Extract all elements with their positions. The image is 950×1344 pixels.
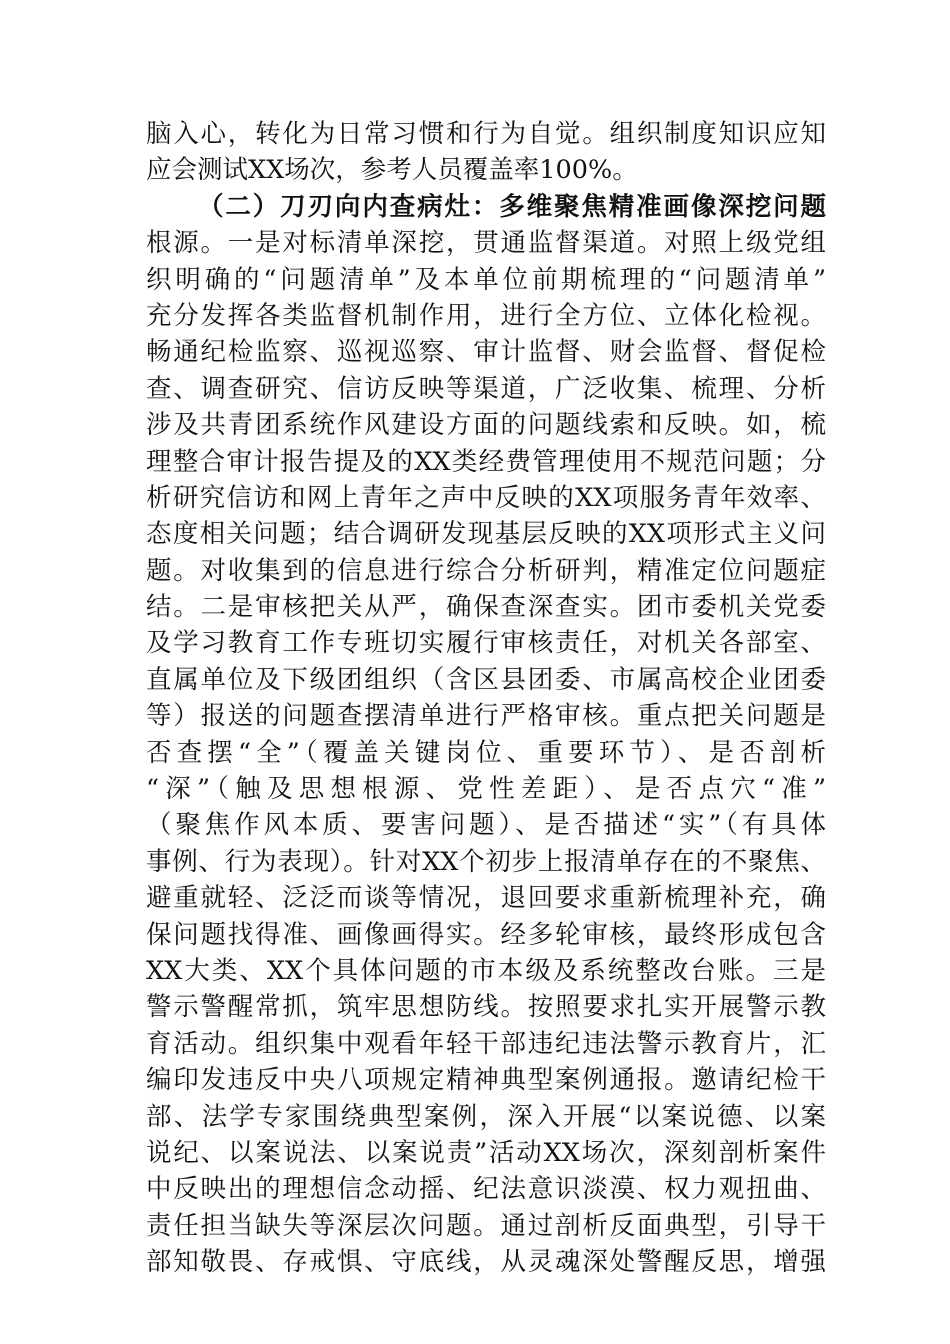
text-line: 部知敬畏、存戒惧、守底线，从灵魂深处警醒反思，增强 xyxy=(146,1247,826,1278)
paragraph-2-lines xyxy=(146,225,826,1280)
text-line: 否查摆“全”（覆盖关键岗位、重要环节）、是否剖析 xyxy=(146,737,826,768)
text-line: 警示警醒常抓，筑牢思想防线。按照要求扎实开展警示教 xyxy=(146,992,826,1023)
text-line: 编印发违反中央八项规定精神典型案例通报。邀请纪检干 xyxy=(146,1065,826,1096)
text-line: （聚焦作风本质、要害问题）、是否描述“实”（有具体 xyxy=(146,810,826,841)
document-body xyxy=(146,116,826,1281)
text-line: 育活动。组织集中观看年轻干部违纪违法警示教育片，汇 xyxy=(146,1028,826,1059)
text-line: 避重就轻、泛泛而谈等情况，退回要求重新梳理补充，确 xyxy=(146,883,826,914)
text-line: 责任担当缺失等深层次问题。通过剖析反面典型，引导干 xyxy=(146,1210,826,1241)
text-line: XX大类、XX个具体问题的市本级及系统整改台账。三是 xyxy=(146,955,826,986)
text-line: 查、调查研究、信访反映等渠道，广泛收集、梳理、分析 xyxy=(146,373,826,404)
text-line: 理整合审计报告提及的XX类经费管理使用不规范问题；分 xyxy=(146,446,826,477)
text-line: 析研究信访和网上青年之声中反映的XX项服务青年效率、 xyxy=(146,482,826,513)
text-line: 保问题找得准、画像画得实。经多轮审核，最终形成包含 xyxy=(146,919,826,950)
text-line: 直属单位及下级团组织（含区县团委、市属高校企业团委 xyxy=(146,664,826,695)
text-line: 题。对收集到的信息进行综合分析研判，精准定位问题症 xyxy=(146,555,826,586)
text-line: 及学习教育工作专班切实履行审核责任，对机关各部室、 xyxy=(146,628,826,659)
text-line: 说纪、以案说法、以案说责”活动XX场次，深刻剖析案件 xyxy=(146,1137,826,1168)
text-line: 态度相关问题；结合调研发现基层反映的XX项形式主义问 xyxy=(146,519,826,550)
text-line: 根源。一是对标清单深挖，贯通监督渠道。对照上级党组 xyxy=(146,228,826,259)
text-line: 事例、行为表现）。针对XX个初步上报清单存在的不聚焦、 xyxy=(146,846,826,877)
text-line: 充分发挥各类监督机制作用，进行全方位、立体化检视。 xyxy=(146,300,826,331)
text-line: 织明确的“问题清单”及本单位前期梳理的“问题清单” xyxy=(146,264,826,295)
text-line: 畅通纪检监察、巡视巡察、审计监督、财会监督、督促检 xyxy=(146,337,826,368)
paragraph-2 xyxy=(146,189,826,1281)
text-line: 应会测试XX场次，参考人员覆盖率100%。 xyxy=(146,155,638,186)
paragraph-1 xyxy=(146,116,826,189)
section-heading: （二）刀刃向内查病灶：多维聚焦精准画像深挖问题 xyxy=(198,191,826,222)
text-line: 等）报送的问题查摆清单进行严格审核。重点把关问题是 xyxy=(146,701,826,732)
text-line: 部、法学专家围绕典型案例，深入开展“以案说德、以案 xyxy=(146,1101,826,1132)
text-line: 脑入心，转化为日常习惯和行为自觉。组织制度知识应知 xyxy=(146,119,826,149)
text-line: 中反映出的理想信念动摇、纪法意识淡漠、权力观扭曲、 xyxy=(146,1174,826,1205)
text-line: “深”（触及思想根源、党性差距）、是否点穴“准” xyxy=(146,774,826,805)
text-line: 结。二是审核把关从严，确保查深查实。团市委机关党委 xyxy=(146,592,826,623)
text-line: 涉及共青团系统作风建设方面的问题线索和反映。如，梳 xyxy=(146,410,826,441)
